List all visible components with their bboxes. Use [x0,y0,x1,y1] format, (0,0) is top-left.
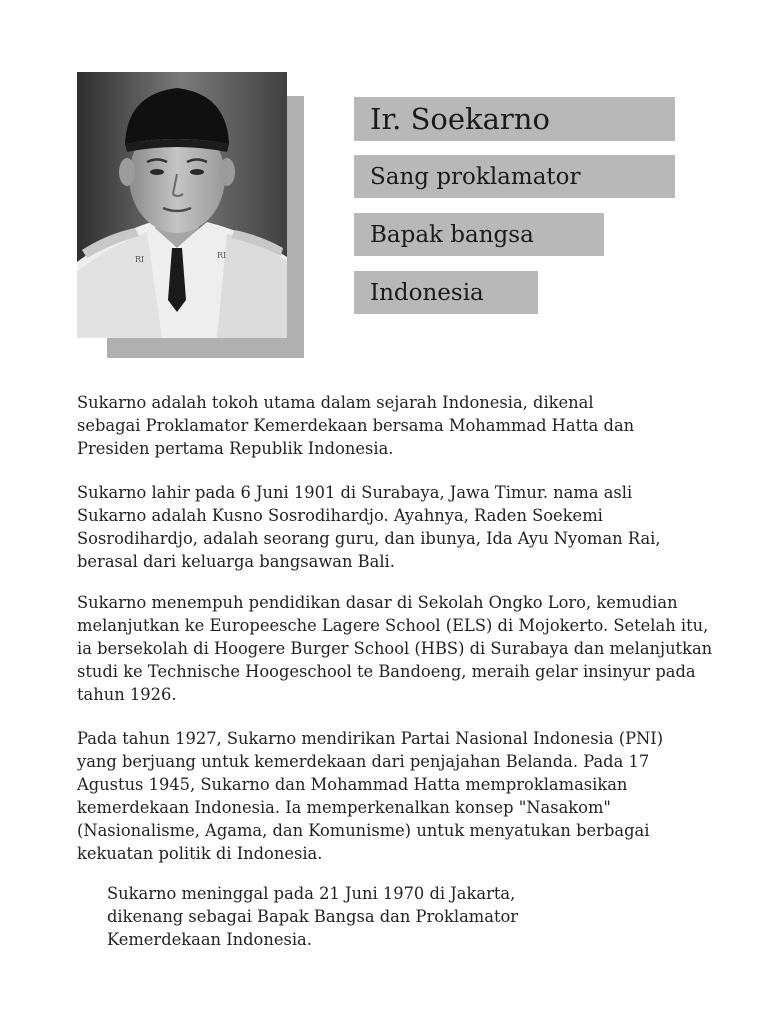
paragraph-birth: Sukarno lahir pada 6 Juni 1901 di Surabaya, Jawa Timur. nama asli Sukarno adalah Kusno Sosrodihardjo. Ayahnya, Raden Soekemi Sosrodihardjo, adalah seorang guru, dan ibunya, Ida Ayu Nyoman Rai, berasal dari keluarga bangsawan Bali. [77,483,661,571]
subtitle-text: Indonesia [370,279,484,306]
portrait-photo [77,72,287,338]
subtitle-bar-3 [354,271,538,314]
paragraph-intro: Sukarno adalah tokoh utama dalam sejarah Indonesia, dikenal sebagai Proklamator Kemerdekaan bersama Mohammad Hatta dan Presiden pertama Republik Indonesia. [77,393,635,458]
paragraph-death: Sukarno meninggal pada 21 Juni 1970 di Jakarta, dikenang sebagai Bapak Bangsa dan Proklamator Kemerdekaan Indonesia. [107,884,519,949]
badge-left-text: RI [135,255,145,264]
paragraph-independence: Pada tahun 1927, Sukarno mendirikan Partai Nasional Indonesia (PNI) yang berjuang untuk kemerdekaan dari penjajahan Belanda. Pada 17 Agustus 1945, Sukarno dan Mohammad Hatta memproklamasikan kemerdekaan Indonesia. Ia memperkenalkan konsep "Nasakom" (Nasionalisme, Agama, dan Komunisme) untuk menyatukan berbagai kekuatan politik di Indonesia. [77,729,664,863]
subtitle-bar-2 [354,213,604,256]
portrait-frame [77,72,304,358]
subtitle-text: Bapak bangsa [370,221,534,248]
paragraph-education: Sukarno menempuh pendidikan dasar di Sekolah Ongko Loro, kemudian melanjutkan ke Europeesche Lagere School (ELS) di Mojokerto. Setelah itu, ia bersekolah di Hoogere Burger School (HBS) di Surabaya dan melanjutkan studi ke Technische Hoogeschool te Bandoeng, meraih gelar insinyur pada tahun 1926. [77,593,713,704]
title-name-bar [354,97,675,141]
subtitle-text: Sang proklamator [370,163,581,190]
portrait-illustration [77,72,287,338]
page-title: Ir. Soekarno [370,102,550,136]
badge-right-text: RI [217,251,227,260]
subtitle-bar-1 [354,155,675,198]
